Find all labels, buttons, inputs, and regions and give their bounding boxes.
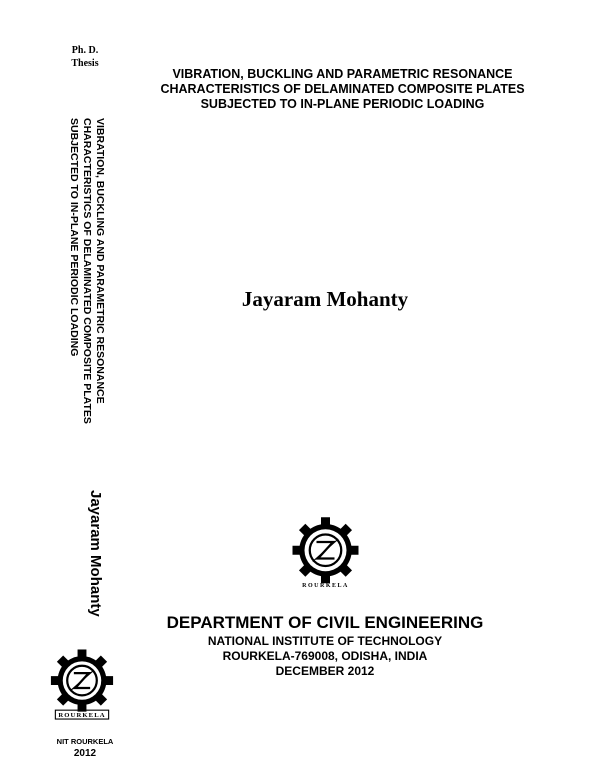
spine-institute: NIT ROURKELA xyxy=(56,737,114,746)
thesis-title-line: VIBRATION, BUCKLING AND PARAMETRIC RESONANCE xyxy=(172,67,513,81)
spine-title-line: SUBJECTED TO IN-PLANE PERIODIC LOADING xyxy=(68,118,80,357)
spine-degree-line2: Thesis xyxy=(71,58,99,69)
institute-block xyxy=(150,634,500,679)
spine-title-line: CHARACTERISTICS OF DELAMINATED COMPOSITE PLATES xyxy=(81,118,93,424)
spine-degree xyxy=(60,44,110,70)
spine-logo-caption: ROURKELA xyxy=(58,712,106,720)
thesis-title-line: SUBJECTED TO IN-PLANE PERIODIC LOADING xyxy=(200,97,485,111)
institute-address: ROURKELA-769008, ODISHA, INDIA xyxy=(222,649,428,663)
cover-logo-caption: ROURKELA xyxy=(302,583,349,589)
spine-author-text: Jayaram Mohanty xyxy=(87,490,104,617)
spine-title xyxy=(70,118,110,448)
spine-author xyxy=(80,490,106,640)
department-name: DEPARTMENT OF CIVIL ENGINEERING xyxy=(166,613,484,632)
thesis-title-line: CHARACTERISTICS OF DELAMINATED COMPOSITE PLATES xyxy=(160,82,525,96)
spine-degree-line1: Ph. D. xyxy=(71,45,99,56)
submission-date: DECEMBER 2012 xyxy=(275,664,375,678)
thesis-title xyxy=(130,67,555,112)
spine-year: 2012 xyxy=(73,748,97,759)
institute-name: NATIONAL INSTITUTE OF TECHNOLOGY xyxy=(207,634,443,648)
spine-title-line: VIBRATION, BUCKLING AND PARAMETRIC RESONANCE xyxy=(94,118,106,404)
nit-logo-icon xyxy=(45,648,119,722)
nit-logo-icon xyxy=(288,515,363,590)
author-name: Jayaram Mohanty xyxy=(241,287,409,311)
